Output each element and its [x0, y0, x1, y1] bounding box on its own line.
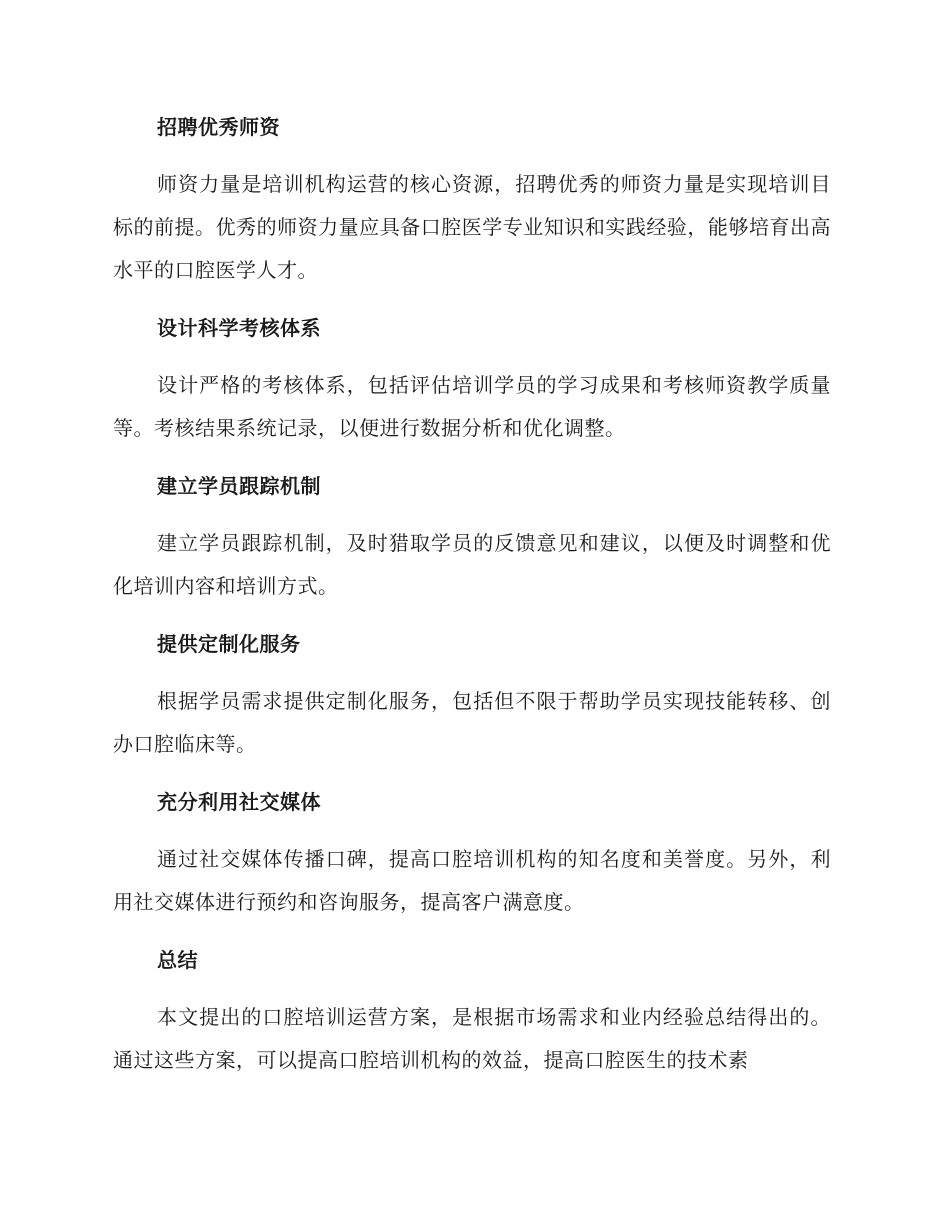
- section-recruit-teachers: [113, 110, 831, 292]
- section-heading: 设计科学考核体系: [157, 316, 321, 340]
- section-heading: 建立学员跟踪机制: [157, 474, 321, 498]
- section-assessment-system: [113, 311, 831, 450]
- section-heading: 招聘优秀师资: [157, 115, 280, 139]
- document-content: [113, 110, 831, 1101]
- section-body: 建立学员跟踪机制，及时猎取学员的反馈意见和建议，以便及时调整和优化培训内容和培训方式。: [113, 531, 831, 598]
- section-body: 师资力量是培训机构运营的核心资源，招聘优秀的师资力量是实现培训目标的前提。优秀的师资力量应具备口腔医学专业知识和实践经验，能够培育出高水平的口腔医学人才。: [113, 172, 831, 282]
- section-social-media: [113, 785, 831, 924]
- section-body: 通过社交媒体传播口碑，提高口腔培训机构的知名度和美誉度。另外，利用社交媒体进行预约和咨询服务，提高客户满意度。: [113, 847, 831, 914]
- section-summary: [113, 943, 831, 1082]
- section-heading: 提供定制化服务: [157, 632, 301, 656]
- section-custom-services: [113, 627, 831, 766]
- section-heading: 充分利用社交媒体: [157, 790, 321, 814]
- section-student-tracking: [113, 469, 831, 608]
- section-body: 本文提出的口腔培训运营方案，是根据市场需求和业内经验总结得出的。通过这些方案，可以提高口腔培训机构的效益，提高口腔医生的技术素: [113, 1005, 831, 1072]
- section-body: 根据学员需求提供定制化服务，包括但不限于帮助学员实现技能转移、创办口腔临床等。: [113, 689, 831, 756]
- section-heading: 总结: [157, 948, 198, 972]
- section-body: 设计严格的考核体系，包括评估培训学员的学习成果和考核师资教学质量等。考核结果系统记录，以便进行数据分析和优化调整。: [113, 373, 831, 440]
